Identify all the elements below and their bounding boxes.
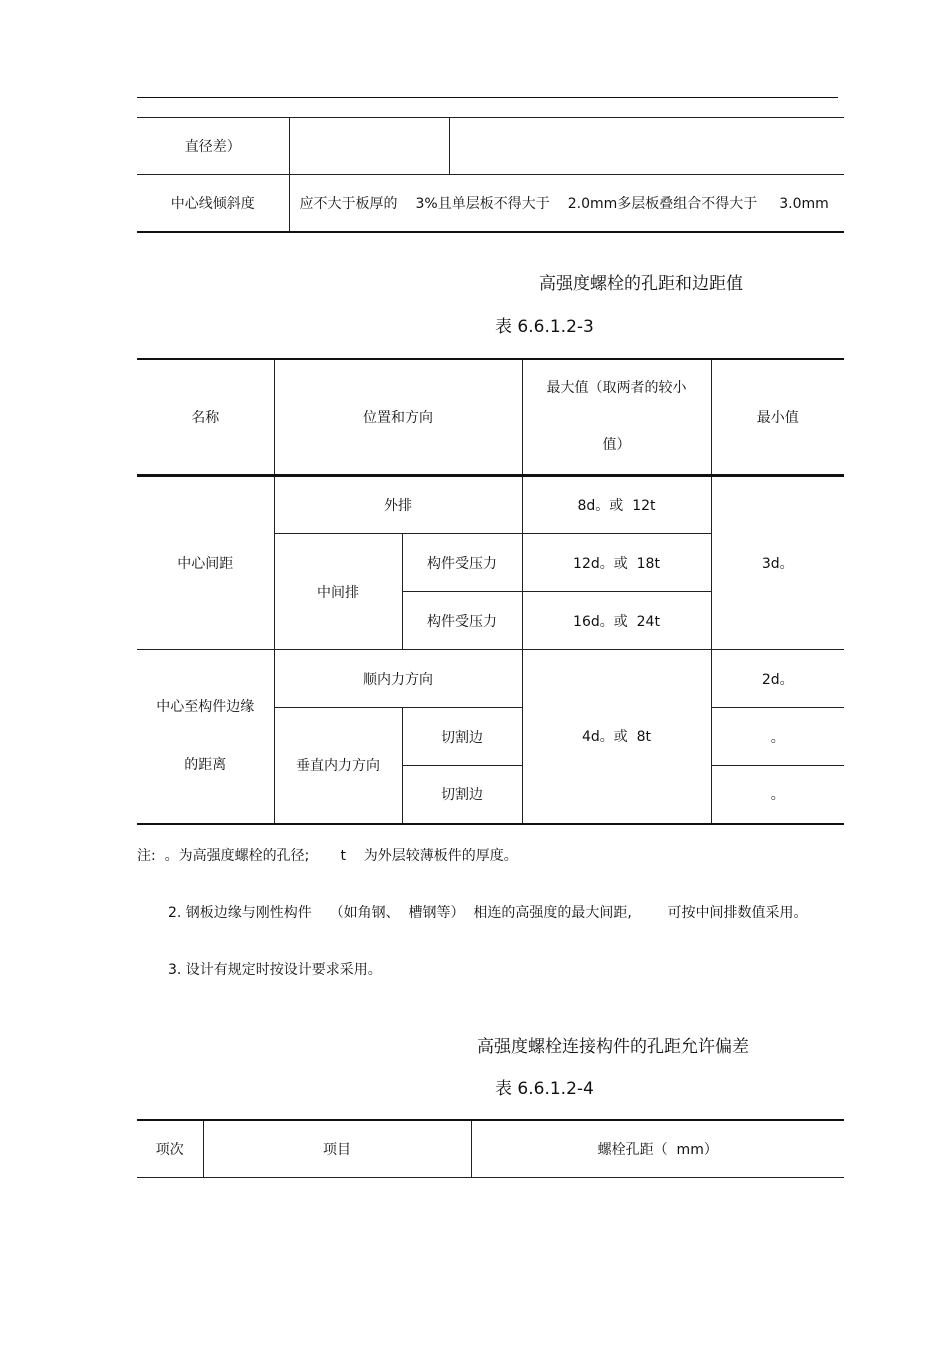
outer-row-label: 外排 bbox=[274, 476, 522, 534]
cut-edge-2-min: 。 bbox=[711, 766, 844, 824]
edge-distance-line1: 中心至构件边缘 bbox=[156, 699, 255, 716]
diameter-diff-label: 直径差） bbox=[137, 118, 289, 175]
cut-edge-1-min: 。 bbox=[711, 708, 844, 766]
compression-2-max: 16d。或 24t bbox=[522, 592, 711, 650]
perp-force-label: 垂直内力方向 bbox=[274, 708, 402, 824]
compression-2-label: 构件受压力 bbox=[402, 592, 522, 650]
table4-title: 高强度螺栓连接构件的孔距允许偏差 bbox=[477, 1037, 749, 1057]
along-force-min: 2d。 bbox=[711, 650, 844, 708]
centerline-tilt-label: 中心线倾斜度 bbox=[137, 175, 289, 232]
tilt-part4: 3.0mm bbox=[779, 195, 829, 212]
tilt-part2: 3%且单层板不得大于 bbox=[415, 195, 550, 212]
compression-1-label: 构件受压力 bbox=[402, 534, 522, 592]
outer-row-max: 8d。或 12t bbox=[522, 476, 711, 534]
cut-edge-2-label: 切割边 bbox=[402, 766, 522, 824]
centerline-tilt-value bbox=[289, 175, 844, 232]
top-cell-empty-2 bbox=[449, 118, 844, 175]
table3 bbox=[137, 358, 844, 825]
top-table bbox=[137, 117, 844, 233]
header-position: 位置和方向 bbox=[274, 359, 522, 476]
header-item: 项目 bbox=[203, 1120, 471, 1177]
note-1: 注: 。为高强度螺栓的孔径; t 为外层较薄板件的厚度。 bbox=[137, 848, 518, 864]
edge-distance-max: 4d。或 8t bbox=[522, 650, 711, 824]
compression-1-max: 12d。或 18t bbox=[522, 534, 711, 592]
edge-distance-label bbox=[137, 650, 274, 824]
header-index: 项次 bbox=[137, 1120, 203, 1177]
tilt-part3: 2.0mm多层板叠组合不得大于 bbox=[567, 195, 758, 212]
center-spacing-label: 中心间距 bbox=[137, 476, 274, 650]
cut-edge-1-label: 切割边 bbox=[402, 708, 522, 766]
table3-number: 表 6.6.1.2-3 bbox=[495, 317, 594, 337]
header-rule bbox=[137, 97, 838, 98]
header-max-line1: 最大值（取两者的较小 bbox=[546, 380, 687, 396]
tilt-part1: 应不大于板厚的 bbox=[299, 195, 398, 212]
along-force-label: 顺内力方向 bbox=[274, 650, 522, 708]
header-max bbox=[522, 359, 711, 476]
table3-title: 高强度螺栓的孔距和边距值 bbox=[539, 274, 743, 294]
note-3: 3. 设计有规定时按设计要求采用。 bbox=[168, 962, 382, 978]
header-min: 最小值 bbox=[711, 359, 844, 476]
center-spacing-min: 3d。 bbox=[711, 476, 844, 650]
header-bolt-spacing: 螺栓孔距（ mm） bbox=[471, 1120, 844, 1177]
middle-row-label: 中间排 bbox=[274, 534, 402, 650]
table4-number: 表 6.6.1.2-4 bbox=[495, 1079, 594, 1099]
edge-distance-line2: 的距离 bbox=[184, 757, 227, 774]
header-name: 名称 bbox=[137, 359, 274, 476]
note-2: 2. 钢板边缘与刚性构件 （如角钢、 槽钢等） 相连的高强度的最大间距, 可按中间排数值采用。 bbox=[168, 905, 808, 921]
top-cell-empty-1 bbox=[289, 118, 449, 175]
header-max-line2: 值） bbox=[602, 437, 631, 453]
table4 bbox=[137, 1119, 844, 1178]
